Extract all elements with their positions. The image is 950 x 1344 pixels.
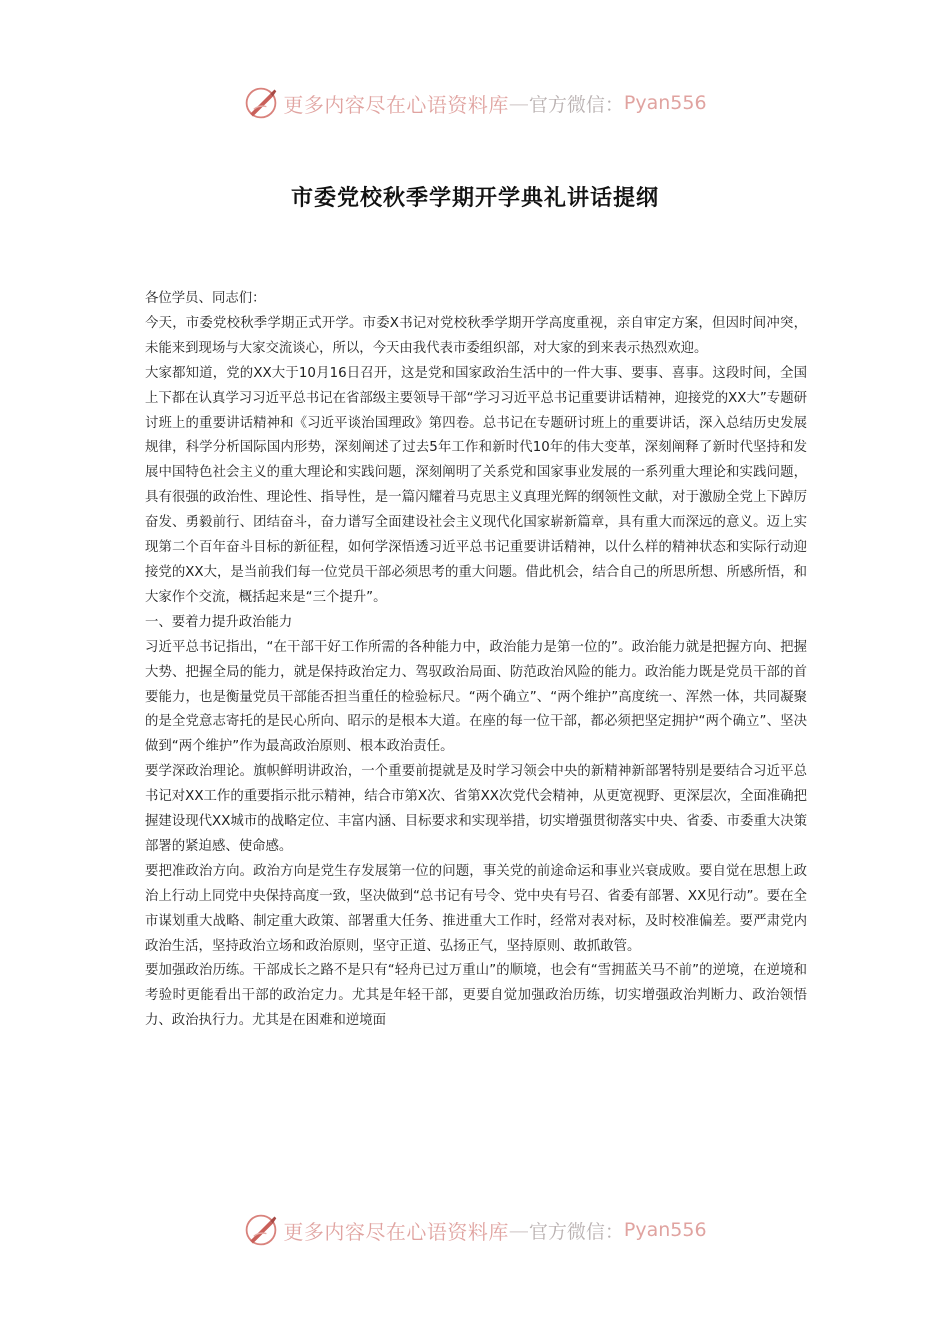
banner-dash: — bbox=[508, 91, 529, 115]
document-body bbox=[145, 287, 807, 1034]
paragraph: 要学深政治理论。旗帜鲜明讲政治，一个重要前提就是及时学习领会中央的新精神新部署特别是要结合习近平总书记对XX工作的重要指示批示精神，结合市第X次、省第XX次党代会精神，从更宽视野、更深层次，全面准确把握建设现代XX城市的战略定位、丰富内涵、目标要求和实现举措，切实增强贯彻落实中央、省委、市委重大决策部署的紧迫感、使命感。 bbox=[145, 764, 807, 854]
paragraph: 今天，市委党校秋季学期正式开学。市委X书记对党校秋季学期开学高度重视，亲自审定方案，但因时间冲突，未能来到现场与大家交流谈心，所以，今天由我代表市委组织部，对大家的到来表示热烈欢迎。 bbox=[145, 315, 807, 356]
banner-wechat-label: 官方微信： bbox=[528, 1220, 624, 1243]
paragraph: 要加强政治历练。干部成长之路不是只有“轻舟已过万重山”的顺境，也会有“雪拥蓝关马不前”的逆境，在逆境和考验时更能看出干部的政治定力。尤其是年轻干部，更要自觉加强政治历练，切实增强政治判断力、政治领悟力、政治执行力。尤其是在困难和逆境面 bbox=[145, 963, 807, 1029]
banner-dash: — bbox=[508, 1218, 529, 1242]
section-heading: 一、要着力提升政治能力 bbox=[145, 614, 293, 630]
footer-watermark-banner bbox=[0, 1208, 950, 1252]
paragraph: 要把准政治方向。政治方向是党生存发展第一位的问题，事关党的前途命运和事业兴衰成败。要自觉在思想上政治上行动上同党中央保持高度一致，坚决做到“总书记有号令、党中央有号召、省委有部署、XX见行动”。要在全市谋划重大战略、制定重大政策、部署重大任务、推进重大工作时，经常对表对标，及时校准偏差。要严肃党内政治生活，坚持政治立场和政治原则，坚守正道、弘扬正气，坚持原则、敢抓敢管。 bbox=[145, 863, 807, 954]
banner-wechat-id: Pyan556 bbox=[623, 1219, 707, 1241]
paragraph-salutation: 各位学员、同志们： bbox=[145, 291, 266, 306]
banner-slogan: 更多内容尽在心语资料库 bbox=[283, 92, 509, 117]
document-title: 市委党校秋季学期开学典礼讲话提纲 bbox=[290, 186, 659, 211]
pen-logo-icon bbox=[243, 1212, 279, 1248]
paragraph: 大家都知道，党的XX大于10月16日召开，这是党和国家政治生活中的一件大事、要事、喜事。这段时间，全国上下都在认真学习习近平总书记在省部级主要领导干部“学习习近平总书记重要讲话精神，迎接党的XX大”专题研讨班上的重要讲话精神和《习近平谈治国理政》第四卷。总书记在专题研讨班上的重要讲话，深入总结历史发展规律，科学分析国际国内形势，深刻阐述了过去5年工作和新时代10年的伟大变革，深刻阐释了新时代坚持和发展中国特色社会主义的重大理论和实践问题，深刻阐明了关系党和国家事业发展的一系列重大理论和实践问题，具有很强的政治性、理论性、指导性，是一篇闪耀着马克思主义真理光辉的纲领性文献，对于激励全党上下踔厉奋发、勇毅前行、团结奋斗，奋力谱写全面建设社会主义现代化国家崭新篇章，具有重大而深远的意义。迈上实现第二个百年奋斗目标的新征程，如何学深悟透习近平总书记重要讲话精神，以什么样的精神状态和实际行动迎接党的XX大，是当前我们每一位党员干部必须思考的重大问题。借此机会，结合自己的所思所想、所感所悟，和大家作个交流，概括起来是“三个提升”。 bbox=[145, 365, 807, 605]
banner-slogan: 更多内容尽在心语资料库 bbox=[283, 1219, 509, 1244]
paragraph: 习近平总书记指出，“在干部干好工作所需的各种能力中，政治能力是第一位的”。政治能力就是把握方向、把握大势、把握全局的能力，就是保持政治定力、驾驭政治局面、防范政治风险的能力。政治能力既是党员干部的首要能力，也是衡量党员干部能否担当重任的检验标尺。“两个确立”、“两个维护”高度统一、浑然一体，共同凝聚的是全党意志寄托的是民心所向、昭示的是根本大道。在座的每一位干部，都必须把坚定拥护“两个确立”、坚决做到“两个维护”作为最高政治原则、根本政治责任。 bbox=[145, 639, 807, 755]
pen-logo-icon bbox=[243, 85, 279, 121]
header-watermark-banner bbox=[0, 81, 950, 125]
banner-wechat-label: 官方微信： bbox=[528, 93, 624, 116]
banner-wechat-id: Pyan556 bbox=[623, 92, 707, 114]
